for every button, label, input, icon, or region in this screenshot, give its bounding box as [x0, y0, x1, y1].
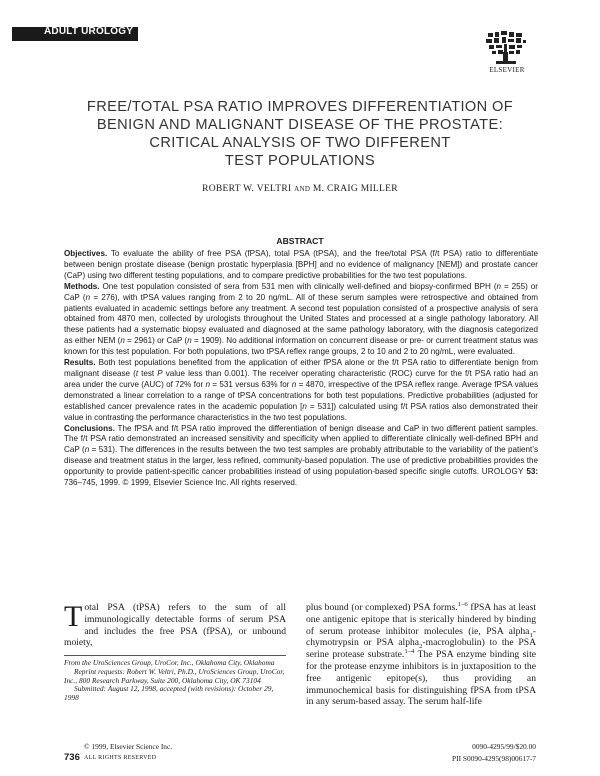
n-symbol: n [84, 445, 90, 455]
author-second: M. CRAIG MILLER [312, 184, 398, 194]
objectives-text: To evaluate the ability of free PSA (fPSA), total PSA (tPSA), and the free/total PSA (f/t PSA) ratio to differentiate between benign prostate disease (benign prostatic hyperplasia [BPH] and no evidence of malignancy [NEM]) and prostate cancer (CaP) using two different testing populations, and to compare predictive probabilities for the two test populations. [64, 249, 539, 280]
abstract-objectives [64, 249, 538, 282]
methods-text: = 2961) or CaP ( [124, 336, 188, 346]
footer-copyright: © 1999, Elsevier Science Inc. [84, 742, 173, 751]
intro-text: otal PSA (tPSA) refers to the sum of all immunologically detectable forms of serum PSA and includes the free PSA (fPSA), or unbound moiety, [64, 602, 286, 649]
footnote-reprints: Reprint requests: Robert W. Veltri, Ph.D., UroSciences Group, UroCor, Inc., 800 Research Parkway, Suite 200, Oklahoma City, OK 73104 [64, 666, 285, 685]
abstract-methods [64, 282, 538, 358]
n-symbol: n [291, 379, 297, 389]
methods-text: = 255) or CaP ( [64, 281, 538, 302]
citation-journal: UROLOGY [481, 467, 524, 477]
author-first: ROBERT W. VELTRI [202, 184, 292, 194]
body-text: -chymotrypsin or PSA alpha [306, 625, 536, 649]
conclusions-label: Conclusions. [64, 423, 115, 433]
n-symbol: n [85, 292, 91, 302]
title-line: FREE/TOTAL PSA RATIO IMPROVES DIFFERENTIATION OF [86, 99, 514, 115]
n-symbol: n [205, 379, 211, 389]
subscript: 1 [529, 631, 533, 639]
results-text: test [138, 368, 158, 378]
section-rule [12, 40, 138, 41]
footnote-affiliation: From the UroSciences Group, UroCor, Inc., Oklahoma City, Oklahoma [64, 658, 275, 667]
p-symbol: P [157, 368, 163, 378]
abstract-body [64, 249, 538, 489]
results-text: value less than 0.001). The receiver operating characteristic (ROC) curve for the f/t PSA ratio had an area under the curve (AUC) of 72% for [64, 368, 538, 389]
t-symbol: t [135, 368, 139, 378]
author-conjunction: AND [294, 185, 311, 193]
n-symbol: n [302, 401, 307, 411]
methods-text: One test population consisted of sera from 531 men with clinically well-defined and biopsy-confirmed BPH ( [102, 281, 497, 291]
footer-pii: PII S0090-4295(98)00617-7 [452, 754, 536, 763]
citation-volume: 53: [526, 467, 539, 477]
footer-issn: 0090-4295/99/$20.00 [472, 742, 536, 751]
abstract-results [64, 358, 538, 423]
body-paragraph [306, 602, 536, 708]
elsevier-tree-icon [484, 30, 528, 66]
publisher-name: ELSEVIER [489, 66, 525, 74]
body-column-right [306, 602, 536, 708]
page-number: 736 [64, 752, 80, 763]
methods-label: Methods. [64, 281, 100, 291]
methods-text: = 276), with tPSA values ranging from 2 to 20 ng/mL. All of these serum samples were retrospective and obtained from patients evaluated in academic settings before any treatment. A second test population consisted of a prospective analysis of sera obtained from 4870 men, collected by urologists throughout the United States and processed at a single pathology laboratory. All these patients had a systematic biopsy evaluated and diagnosed at the same pathology laboratory, with the diagnosis categorized as either NEM ( [64, 292, 539, 346]
body-text: plus bound (or complexed) PSA forms. [306, 602, 458, 613]
footnote-rule [64, 655, 286, 656]
body-text: The PSA enzyme binding site for the protease enzyme inhibitors is in juxtaposition to the free antigenic epitope(s), thus providing an immunochemical basis for distinguishing fPSA from tPSA in any serum-based assay. The serum half-life [306, 649, 536, 708]
results-text: Both test populations benefited from the application of either fPSA alone or the f/t PSA ratio to differentiate benign from malignant disease ( [64, 358, 539, 378]
footer-rights: ALL RIGHTS RESERVED [84, 755, 157, 761]
footnotes [64, 659, 286, 703]
intro-paragraph [64, 602, 286, 649]
reference-superscript: 1–6 [457, 600, 468, 608]
conclusions-text: The fPSA and f/t PSA ratio improved the differentiation of benign disease and CaP in two different patient samples. The f/t PSA ratio demonstrated an increased sensitivity and specificity when applied to differentiate clinically well-defined BPH and CaP ( [64, 423, 539, 455]
results-label: Results. [64, 358, 96, 368]
n-symbol: n [496, 281, 502, 291]
citation-rest: 736–745, 1999. © 1999, Elsevier Science Inc. All rights reserved. [64, 478, 298, 488]
section-tag-label: ADULT UROLOGY [44, 26, 134, 37]
abstract-conclusions [64, 424, 538, 489]
conclusions-text: = 531). The differences in the results between the two test samples are probably attributable to the variability of the patient’s disease and treatment status in the larger, less refined, community-based population. The use of predictive probabilities provides the opportunity to provide patient-specific cancer probabilities instead of using population-based specific single cutoffs. [64, 445, 538, 477]
body-column-left [64, 602, 286, 649]
authors [40, 184, 560, 194]
n-symbol: n [187, 336, 192, 346]
reference-superscript: 1–4 [404, 648, 415, 655]
drop-cap: T [64, 600, 83, 633]
title-line: TEST POPULATIONS [224, 153, 376, 169]
subscript: 2 [419, 643, 423, 651]
footnote-submitted: Submitted: August 12, 1998, accepted (with revisions): October 29, 1998 [64, 684, 274, 703]
n-symbol: n [120, 336, 125, 346]
results-text: = 4870, irrespective of the tPSA reflex range. Average fPSA values demonstrated a linear correlation to a range of tPSA concentrations for both test populations. Predictive probabilities (adjusted for established cancer prevalence rates in the academic population [ [64, 379, 538, 411]
methods-text: = 1909). No additional information on concurrent disease or pre- or current treatment status was known for this test population. For both populations, two tPSA reflex range groups, 2 to 10 and 2 to 20 ng/mL, were evaluated. [64, 336, 538, 357]
objectives-label: Objectives. [64, 249, 108, 258]
title-line: BENIGN AND MALIGNANT DISEASE OF THE PROSTATE: [96, 117, 504, 133]
results-text: = 531 versus 63% for [210, 379, 292, 389]
section-tag [12, 27, 138, 41]
title-line: CRITICAL ANALYSIS OF TWO DIFFERENT [149, 135, 451, 151]
results-text: = 531]) calculated using f/t PSA ratios also demonstrated their value in contrasting the performance characteristics in the two test populations. [64, 401, 538, 422]
abstract-heading: ABSTRACT [276, 236, 324, 246]
body-text: -macroglobulin) to the PSA serine protease substrate. [306, 637, 536, 661]
body-text: fPSA has at least one antigenic epitope that is sterically hindered by binding of serum protease inhibitor molecules (ie, PSA alpha [306, 602, 536, 637]
article-title [40, 98, 560, 170]
